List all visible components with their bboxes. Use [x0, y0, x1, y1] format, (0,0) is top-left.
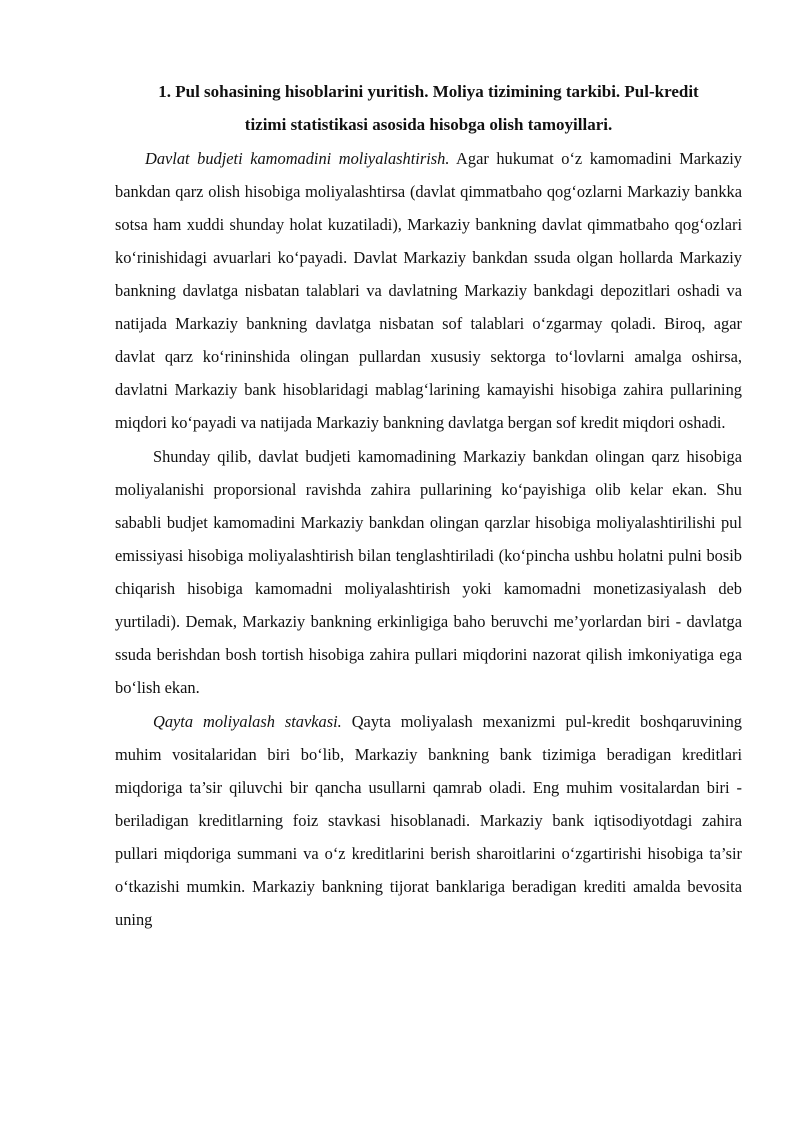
section-title-line-1: 1. Pul sohasining hisoblarini yuritish. Moliya tizimining tarkibi. Pul-kredit	[158, 82, 699, 101]
paragraph-monetization	[115, 440, 742, 704]
paragraph-lead-refinancing-rate: Qayta moliyalash stavkasi.	[153, 712, 342, 731]
section-title-line-2: tizimi statistikasi asosida hisobga olish tamoyillari.	[244, 115, 613, 134]
paragraph-refinancing-rate	[115, 705, 742, 936]
section-title	[115, 75, 742, 141]
paragraph-budget-deficit	[115, 142, 742, 439]
paragraph-text-refinancing-rate: Qayta moliyalash mexanizmi pul-kredit boshqaruvining muhim vositalaridan biri bo‘lib, Markaziy bankning bank tizimiga beradigan kreditlari miqdoriga ta’sir qiluvchi bir qancha usullarni qamrab oladi. Eng muhim vositalardan biri - beriladigan kreditlarning foiz stavkasi hisoblanadi. Markaziy bank iqtisodiyotdagi zahira pullari miqdoriga summani va o‘z kreditlarini berish sharoitlarini o‘zgartirishi hisobiga ta’sir o‘tkazishi mumkin. Markaziy bankning tijorat banklariga beradigan krediti amalda bevosita uning	[115, 712, 742, 929]
paragraph-text-budget-deficit: Agar hukumat o‘z kamomadini Markaziy bankdan qarz olish hisobiga moliyalashtirsa (davlat qimmatbaho qog‘ozlarni Markaziy bankka sotsa ham xuddi shunday holat kuzatiladi), Markaziy bankning davlat qimmatbaho qog‘ozlari ko‘rinishidagi avuarlari ko‘payadi. Davlat Markaziy bankdan ssuda olgan hollarda Markaziy bankning davlatga nisbatan talablari va davlatning Markaziy bankdagi depozitlari oshadi va natijada Markaziy bankning davlatga nisbatan sof talablari o‘zgarmay qoladi. Biroq, agar davlat qarz ko‘rininshida olingan pullardan xususiy sektorga to‘lovlarni amalga oshirsa, davlatni Markaziy bank hisoblaridagi mablag‘larining kamayishi hisobiga zahira pullarining miqdori ko‘payadi va natijada Markaziy bankning davlatga bergan sof kredit miqdori oshadi.	[115, 149, 742, 432]
paragraph-lead-budget-deficit: Davlat budjeti kamomadini moliyalashtirish.	[145, 149, 450, 168]
paragraph-text-monetization: Shunday qilib, davlat budjeti kamomadining Markaziy bankdan olingan qarz hisobiga moliyalanishi proporsional ravishda zahira pullarining ko‘payishiga olib kelar ekan. Shu sababli budjet kamomadini Markaziy bankdan olingan qarzlar hisobiga moliyalashtirilishi pul emissiyasi hisobiga moliyalashtirish bilan tenglashtiriladi (ko‘pincha ushbu holatni pulni bosib chiqarish hisobiga kamomadni moliyalashtirish yoki kamomadni monetizasiyalash deb yurtiladi). Demak, Markaziy bankning erkinligiga baho beruvchi me’yorlardan biri - davlatga ssuda berishdan bosh tortish hisobiga zahira pullari miqdorini nazorat qilish imkoniyatiga ega bo‘lish ekan.	[115, 447, 742, 697]
